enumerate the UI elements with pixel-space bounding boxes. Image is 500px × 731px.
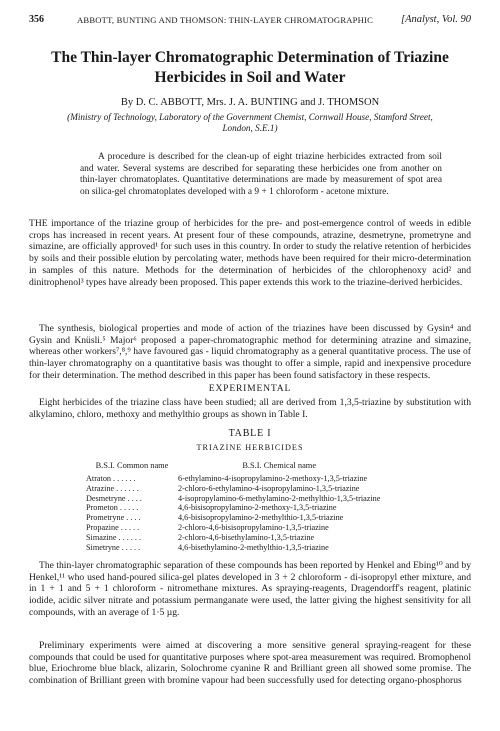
chemical-name-cell: 4-isopropylamino-6-methylamino-2-methylthio-1,3,5-triazine [178,493,381,503]
column-header: B.S.I. Chemical name [242,461,317,470]
chemical-name-cell: 2-chloro-4,6-bisethylamino-1,3,5-triazine [178,532,315,542]
common-name-cell: Prometryne . . . . [86,513,141,523]
common-name-cell: Propazine . . . . . [86,522,140,532]
table-row [86,474,380,484]
common-name-cell: Simazine . . . . . . [86,532,142,542]
column-header: B.S.I. Common name [95,461,169,470]
body-paragraph-4: The thin-layer chromatographic separation of these compounds has been reported by Henkel and Ebing¹⁰ and by Henkel,¹¹ who used hand-poured silica-gel plates developed in 3 + 2 chloroform - di-isopropyl ether mixture, and in 1 + 1 and 5 + 1 chloroform - nitromethane mixtures. As spraying-reagents, Dragendorff's reagent, platinic iodide, acidic silver nitrate and potassium permanganate were used, the latter giving the highest sensitivity for all compounds, with an average of 1·5 µg. [29,560,471,618]
table-row [86,503,380,513]
common-name-cell: Atraton . . . . . . [86,474,136,483]
chemical-name-cell: 6-ethylamino-4-isopropylamino-2-methoxy-1,3,5-triazine [178,474,368,483]
chemical-name-cell: 4,6-bisethylamino-2-methylthio-1,3,5-triazine [178,542,329,552]
chemical-name-cell: 2-chloro-4,6-bisisopropylamino-1,3,5-triazine [178,522,329,532]
table-caption: TABLE I [228,428,272,439]
common-name-cell: Prometon . . . . . [86,503,139,513]
section-heading: EXPERIMENTAL [208,383,292,394]
table-header-row [86,461,380,474]
author-affiliation: (Ministry of Technology, Laboratory of the Government Chemist, Cornwall House, Stamford Street, London, S.E.1) [67,112,433,133]
table-row [86,513,380,523]
table-row [86,494,380,504]
herbicide-table [86,461,380,552]
common-name-cell: Simetryne . . . . . [86,542,141,552]
abstract: A procedure is described for the clean-up of eight triazine herbicides extracted from soil and water. Several systems are described for separating these herbicides one from another on thin-layer chromatoplates. Quantitative determinations are made by measurement of spot area on silica-gel chromatoplates developed with a 9 + 1 chloroform - acetone mixture. [80,152,442,197]
chemical-name-cell: 2-chloro-6-ethylamino-4-isopropylamino-1,3,5-triazine [178,483,360,493]
table-row [86,484,380,494]
article-title: The Thin-layer Chromatographic Determination of Triazine Herbicides in Soil and Water [51,49,449,86]
page-header [29,14,471,28]
table-row [86,543,380,553]
journal-reference: [Analyst, Vol. 90 [401,14,471,25]
page-number: 356 [29,14,44,25]
body-paragraph-5: Preliminary experiments were aimed at discovering a more sensitive general spraying-reagent for these compounds that could be used for quantitative purposes where spot-area measurement was required. Bromophenol blue, Eriochrome blue black, alizarin, Solochrome cyanine R and Brilliant green all showed some promise. The combination of Brilliant green with bromine vapour had been successfully used for detecting organo-phosphorus [29,640,471,687]
running-head: ABBOTT, BUNTING AND THOMSON: THIN-LAYER CHROMATOGRAPHIC [77,15,374,25]
article-authors: By D. C. ABBOTT, Mrs. J. A. BUNTING and J. THOMSON [120,97,380,108]
common-name-cell: Atrazine . . . . . . [86,483,139,493]
table-subtitle: TRIAZINE HERBICIDES [196,443,304,452]
table-row [86,533,380,543]
chemical-name-cell: 4,6-bisisopropylamino-2-methylthio-1,3,5-triazine [178,513,344,523]
chemical-name-cell: 4,6-bisisopropylamino-2-methoxy-1,3,5-triazine [178,503,337,513]
common-name-cell: Desmetryne . . . . [86,493,142,503]
table-row [86,523,380,533]
body-paragraph-1: THE importance of the triazine group of herbicides for the pre- and post-emergence control of weeds in edible crops has increased in recent years. At present four of these compounds, atrazine, desmetryne, prometryne and simazine, are officially approved¹ for such uses in this country. In order to study the relative retention of herbicides by soils and their possible elution by percolating water, methods have been required for their micro-determination in samples of this nature. Methods for the determination of herbicides of the chlorophenoxy acid² and dinitrophenol³ types have already been proposed. This paper extends this work to the triazine-derived herbicides. [29,218,471,288]
body-paragraph-2: The synthesis, biological properties and mode of action of the triazines have been discussed by Gysin⁴ and Gysin and Knüsli.⁵ Major⁶ proposed a paper-chromatographic method for determining atrazine and simazine, whereas other workers⁷,⁸,⁹ have favoured gas - liquid chromatography as a general quantitative process. The use of thin-layer chromatography on a quantitative basis was thought to offer a simple, rapid and inexpensive procedure for their determination. The method described in this paper has been found satisfactory in these respects. [29,323,471,381]
body-paragraph-3: Eight herbicides of the triazine class have been studied; all are derived from 1,3,5-triazine by substitution with alkylamino, chloro, methoxy and methylthio groups as shown in Table I. [29,397,471,420]
